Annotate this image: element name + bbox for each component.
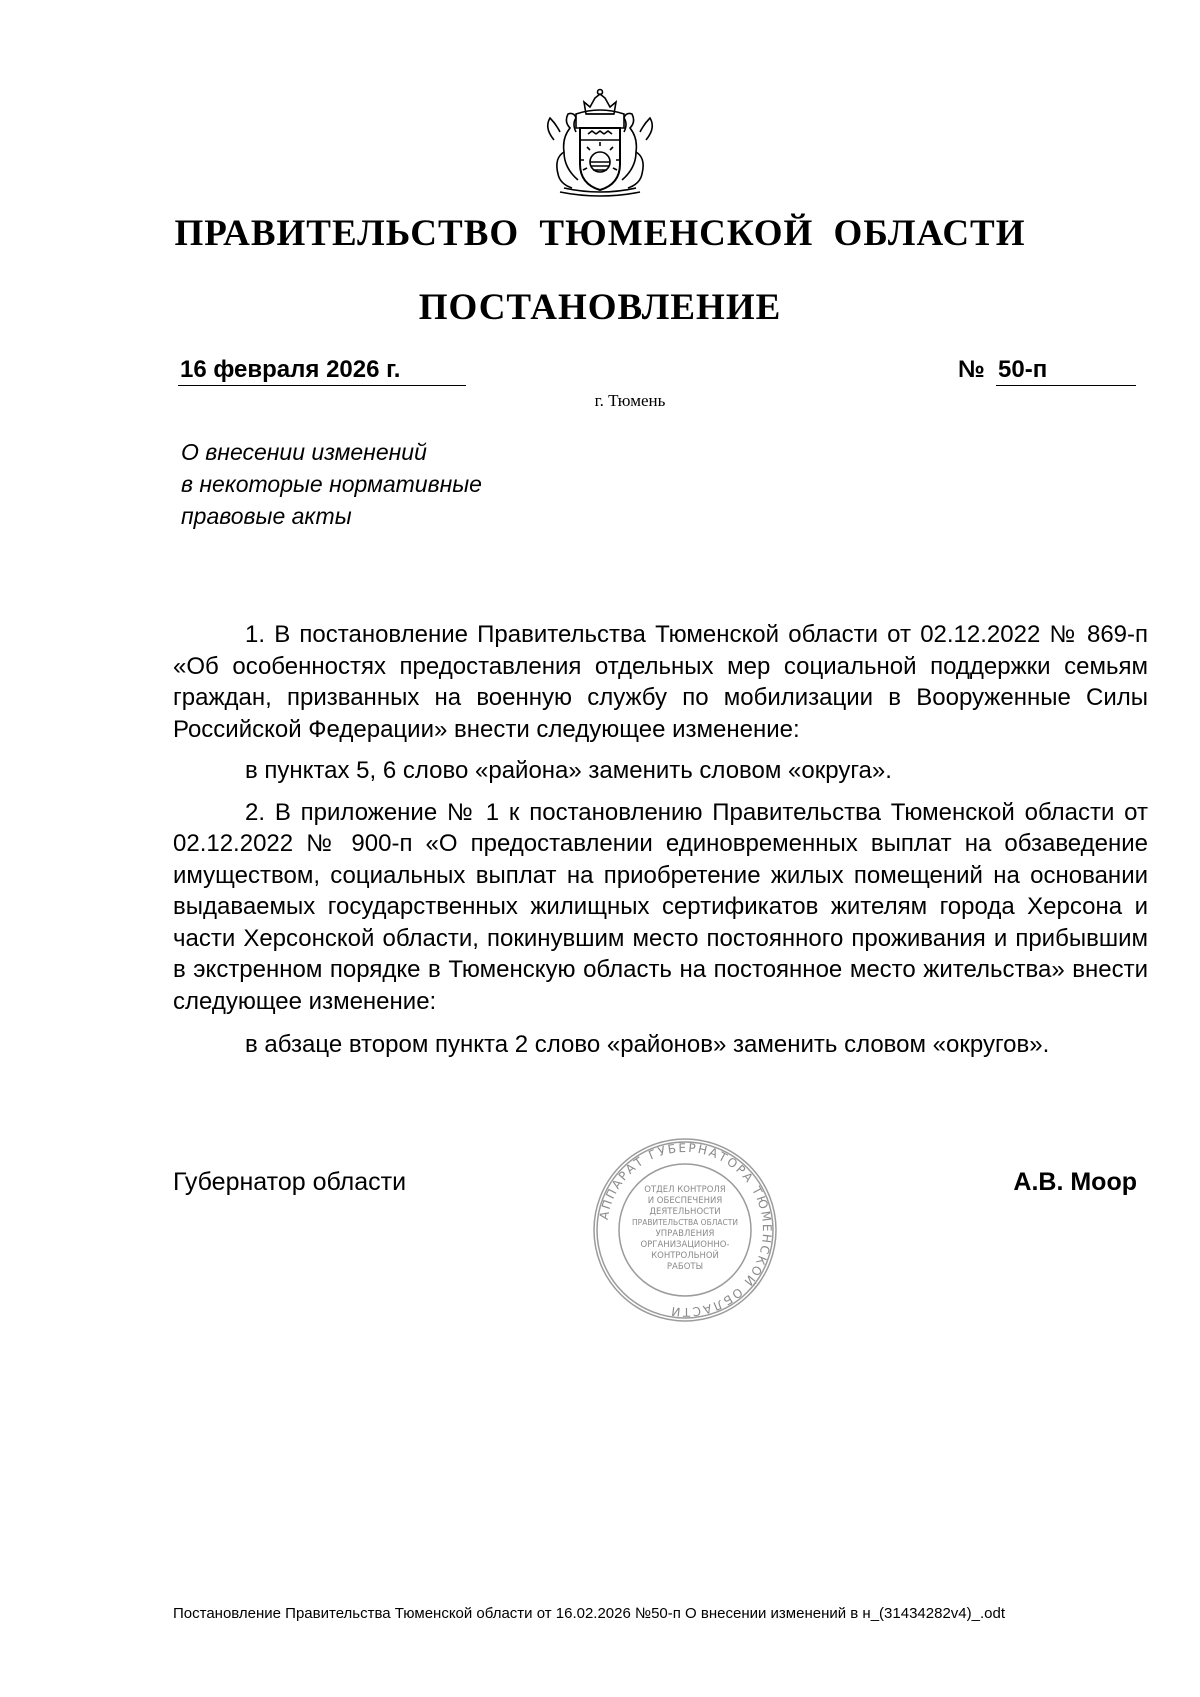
stamp-inner-line: ПРАВИТЕЛЬСТВА ОБЛАСТИ — [632, 1218, 738, 1227]
subject-line: О внесении изменений — [181, 439, 427, 465]
stamp-inner-line: ОТДЕЛ КОНТРОЛЯ — [644, 1185, 726, 1195]
signatory-position: Губернатор области — [173, 1168, 407, 1196]
document-date: 16 февраля 2026 г. — [178, 356, 466, 386]
official-stamp-icon — [591, 1136, 779, 1324]
stamp-inner-line: РАБОТЫ — [666, 1262, 704, 1272]
stamp-outer-text: АППАРАТ ГУБЕРНАТОРА ТЮМЕНСКОЙ ОБЛАСТИ — [596, 1140, 775, 1320]
document-number: 50-п — [996, 356, 1136, 386]
footer-filename: Постановление Правительства Тюменской области от 16.02.2026 №50-п О внесении изменений в н_(31434282v4)_.odt — [173, 1605, 1005, 1622]
document-body — [173, 619, 1148, 1061]
subject-line: правовые акты — [181, 503, 352, 529]
number-sign: № — [958, 356, 985, 383]
stamp-inner-line: И ОБЕСПЕЧЕНИЯ — [647, 1196, 723, 1206]
body-paragraph: в пунктах 5, 6 слово «района» заменить словом «округа». — [245, 757, 892, 784]
document-type: ПОСТАНОВЛЕНИЕ — [418, 287, 782, 328]
subject-line: в некоторые нормативные — [181, 471, 482, 497]
document-number-block — [958, 356, 1136, 386]
stamp-inner-line: ОРГАНИЗАЦИОННО- — [640, 1240, 730, 1250]
stamp-inner-line: КОНТРОЛЬНОЙ — [651, 1251, 719, 1261]
stamp-inner-line: ДЕЯТЕЛЬНОСТИ — [649, 1207, 721, 1217]
subject-block — [181, 436, 561, 532]
body-paragraph: 1. В постановление Правительства Тюменской области от 02.12.2022 № 869-п «Об особенностях предоставления отдельных мер социальной поддержки семьям граждан, призванных на военную службу по мобилизации в Вооруженные Силы Российской Федерации» внести следующее изменение: — [173, 621, 1148, 743]
coat-of-arms-icon — [524, 88, 676, 200]
city: г. Тюмень — [594, 391, 666, 410]
organization-title: ПРАВИТЕЛЬСТВО ТЮМЕНСКОЙ ОБЛАСТИ — [174, 213, 1026, 254]
signatory-name: А.В. Моор — [1013, 1168, 1137, 1196]
body-paragraph: 2. В приложение № 1 к постановлению Правительства Тюменской области от 02.12.2022 № 900-п «О предоставлении единовременных выплат на обзаведение имуществом, социальных выплат на приобретение жилых помещений на основании выдаваемых государственных жилищных сертификатов жителям города Херсона и части Херсонской области, покинувшим место постоянного проживания и прибывшим в экстренном порядке в Тюменскую область на постоянное место жительства» внести следующее изменение: — [173, 798, 1148, 1015]
body-paragraph: в абзаце втором пункта 2 слово «районов» заменить словом «округов». — [245, 1031, 1050, 1058]
stamp-inner-line: УПРАВЛЕНИЯ — [655, 1229, 715, 1239]
